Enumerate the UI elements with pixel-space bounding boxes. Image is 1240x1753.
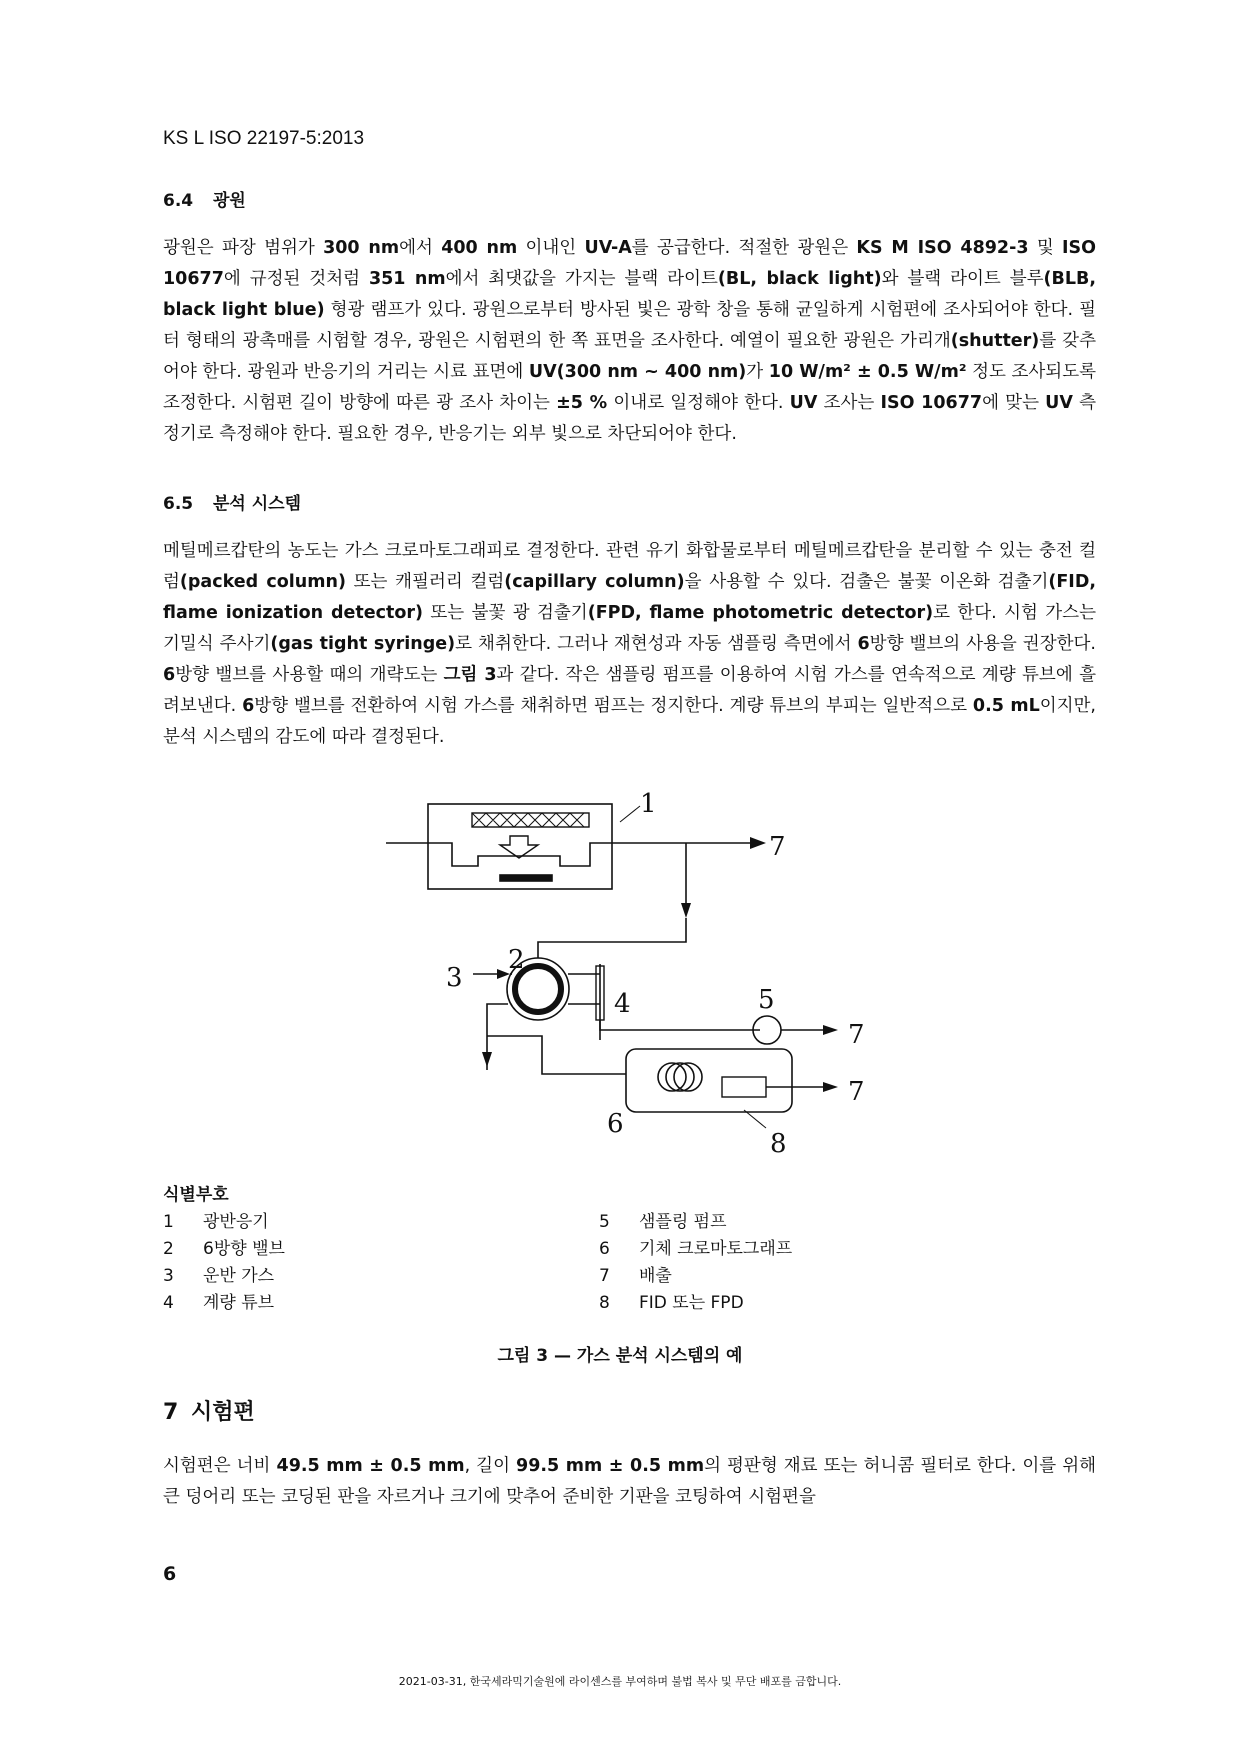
callout-2: 2 xyxy=(508,945,525,975)
legend-column-right xyxy=(599,1209,792,1317)
arrow-to-exhaust-2 xyxy=(823,1025,838,1035)
light-source-hatch xyxy=(472,813,584,827)
test-piece xyxy=(500,875,552,881)
section-title: 광원 xyxy=(213,191,246,211)
callout-7-middle: 7 xyxy=(848,1020,865,1050)
callout-4: 4 xyxy=(614,989,631,1019)
legend-title: 식별부호 xyxy=(163,1185,229,1205)
legend-item: 8 FID 또는 FPD xyxy=(599,1293,744,1313)
fid-fpd-detector xyxy=(722,1077,766,1097)
gas-chromatograph xyxy=(626,1049,792,1112)
callout-8: 8 xyxy=(770,1129,787,1159)
arrow-down xyxy=(681,903,691,918)
section-7-heading xyxy=(163,1395,255,1426)
callout-5: 5 xyxy=(758,985,775,1015)
section-number: 6.4 xyxy=(163,191,194,211)
arrow-to-exhaust-1 xyxy=(750,837,766,849)
legend-item: 6 기체 크로마토그래프 xyxy=(599,1239,793,1259)
gas-analysis-diagram xyxy=(380,790,880,1170)
legend-item: 3 운반 가스 xyxy=(163,1266,275,1286)
section-title: 시험편 xyxy=(191,1400,255,1425)
light-arrow xyxy=(500,836,538,858)
legend-item: 5 샘플링 펌프 xyxy=(599,1212,727,1232)
section-6-4-heading xyxy=(163,186,246,211)
legend-item: 7 배출 xyxy=(599,1266,672,1286)
figure-caption: 그림 3 — 가스 분석 시스템의 예 xyxy=(497,1346,743,1366)
document-id: KS L ISO 22197-5:2013 xyxy=(163,128,365,149)
gc-column-coil xyxy=(658,1063,686,1091)
callout-6: 6 xyxy=(607,1109,624,1139)
section-number: 6.5 xyxy=(163,494,194,514)
legend-item: 4 계량 튜브 xyxy=(163,1293,275,1313)
page-number: 6 xyxy=(163,1563,177,1585)
callout-3: 3 xyxy=(446,963,463,993)
callout-7-bottom: 7 xyxy=(848,1077,865,1107)
section-6-5-paragraph: 메틸메르캅탄의 농도는 가스 크로마토그래피로 결정한다. 관련 유기 화합물로부터 메틸메르캅탄을 분리할 수 있는 충전 컬럼(packed column) 또는 캐필러리 컬럼(capillary column)을 사용할 수 있다. 검출은 불꽃 이온화 검출기(FID, flame ionization detector) 또는 불꽃 광 검출기(FPD, flame photometric detector)로 한다. 시험 가스는 기밀식 주사기(gas tight syringe)로 채취한다. 그러나 재현성과 자동 샘플링 측면에서 6방향 밸브의 사용을 권장한다. 6방향 밸브를 사용할 때의 개략도는 그림 3과 같다. 작은 샘플링 펌프를 이용하여 시험 가스를 연속적으로 계량 튜브에 흘려보낸다. 6방향 밸브를 전환하여 시험 가스를 채취하면 펌프는 정지한다. 계량 튜브의 부피는 일반적으로 0.5 mL이지만, 분석 시스템의 감도에 따라 결정된다. xyxy=(163,541,1096,747)
section-title: 분석 시스템 xyxy=(213,494,302,514)
callout-1: 1 xyxy=(640,790,657,819)
section-6-5-heading xyxy=(163,489,301,514)
legend-column-left xyxy=(163,1209,285,1317)
license-footer: 2021-03-31, 한국세라믹기술원에 라이센스를 부여하며 불법 복사 및 무단 배포를 금합니다. xyxy=(398,1675,842,1688)
legend-item: 1 광반응기 xyxy=(163,1212,269,1232)
legend-item: 2 6방향 밸브 xyxy=(163,1239,285,1259)
section-number: 7 xyxy=(163,1400,179,1425)
arrow-to-exhaust-3 xyxy=(823,1082,838,1092)
section-7-paragraph: 시험편은 너비 49.5 mm ± 0.5 mm, 길이 99.5 mm ± 0.5 mm의 평판형 재료 또는 허니콤 필터로 한다. 이를 위해 큰 덩어리 또는 코딩된 판을 자르거나 크기에 맞추어 준비한 기판을 코팅하여 시험편을 xyxy=(163,1456,1097,1507)
section-6-4-paragraph: 광원은 파장 범위가 300 nm에서 400 nm 이내인 UV-A를 공급한다. 적절한 광원은 KS M ISO 4892-3 및 ISO 10677에 규정된 것처럼 351 nm에서 최댓값을 가지는 블랙 라이트(BL, black light)와 블랙 라이트 블루(BLB, black light blue) 형광 램프가 있다. 광원으로부터 방사된 빛은 광학 창을 통해 균일하게 시험편에 조사되어야 한다. 필터 형태의 광촉매를 시험할 경우, 광원은 시험편의 한 쪽 표면을 조사한다. 예열이 필요한 광원은 가리개(shutter)를 갖추어야 한다. 광원과 반응기의 거리는 시료 표면에 UV(300 nm ~ 400 nm)가 10 W/m² ± 0.5 W/m² 정도 조사되도록 조정한다. 시험편 길이 방향에 따른 광 조사 차이는 ±5 % 이내로 일정해야 한다. UV 조사는 ISO 10677에 맞는 UV 측정기로 측정해야 한다. 필요한 경우, 반응기는 외부 빛으로 차단되어야 한다. xyxy=(163,238,1097,444)
callout-7-top: 7 xyxy=(769,832,786,862)
